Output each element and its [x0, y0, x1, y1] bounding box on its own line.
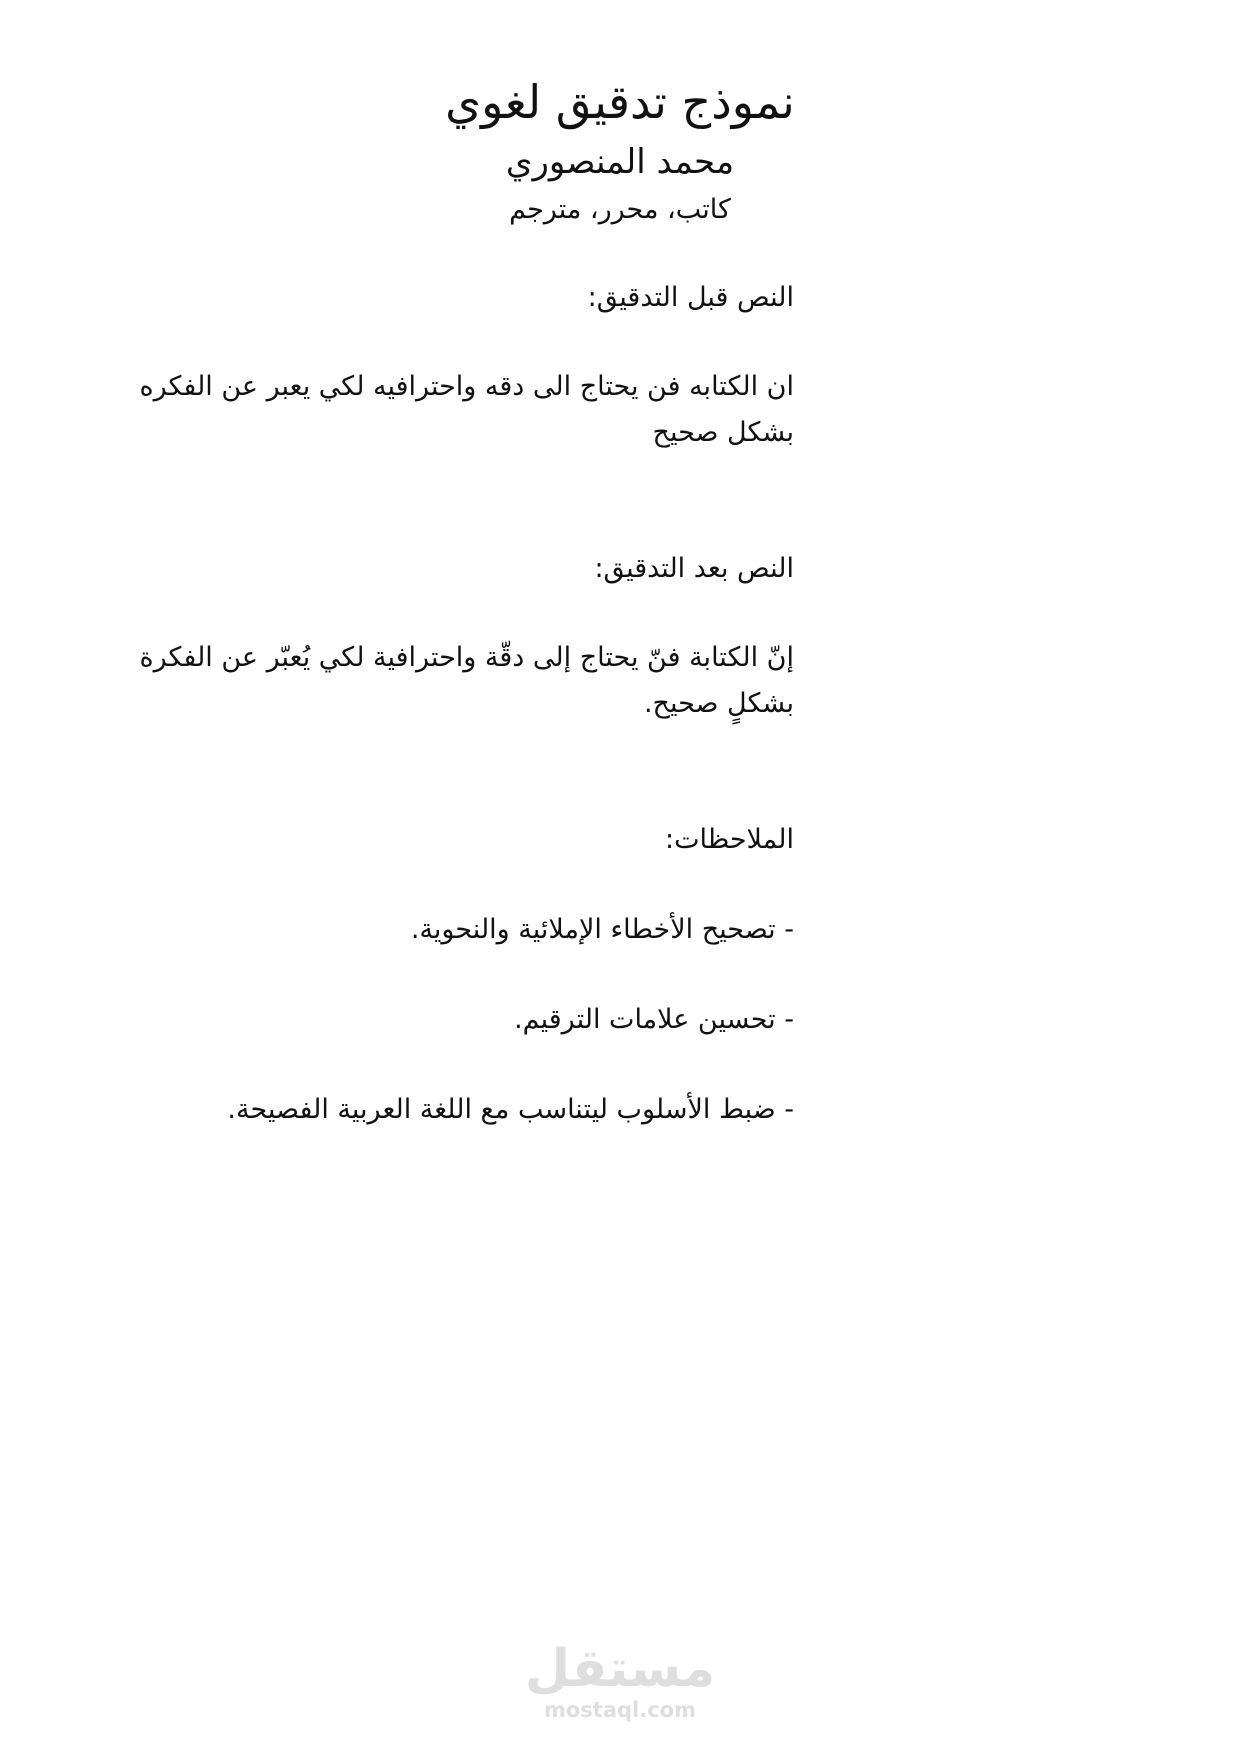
after-proofreading-text: إنّ الكتابة فنّ يحتاج إلى دقّة واحترافية لكي يُعبّر عن الفكرة بشكلٍ صحيح. [139, 642, 794, 719]
note-item-spelling-grammar: - تصحيح الأخطاء الإملائية والنحوية. [410, 914, 794, 945]
note-item-style: - ضبط الأسلوب ليتناسب مع اللغة العربية الفصيحة. [227, 1094, 794, 1125]
before-proofreading-heading: النص قبل التدقيق: [587, 282, 794, 313]
mostaql-watermark-logo [0, 1640, 1240, 1722]
document-title: نموذج تدقيق لغوي [445, 75, 795, 129]
notes-heading: الملاحظات: [664, 824, 794, 855]
after-proofreading-heading: النص بعد التدقيق: [594, 553, 794, 584]
before-proofreading-text: ان الكتابه فن يحتاج الى دقه واحترافيه لكي يعبر عن الفكره بشكل صحيح [139, 371, 794, 448]
watermark-site-text: mostaql.com [544, 1698, 696, 1722]
author-role: كاتب، محرر، مترجم [509, 194, 731, 225]
watermark-logo-text: مستقل [524, 1639, 716, 1699]
note-item-punctuation: - تحسين علامات الترقيم. [514, 1004, 794, 1035]
author-name: محمد المنصوري [505, 142, 735, 182]
